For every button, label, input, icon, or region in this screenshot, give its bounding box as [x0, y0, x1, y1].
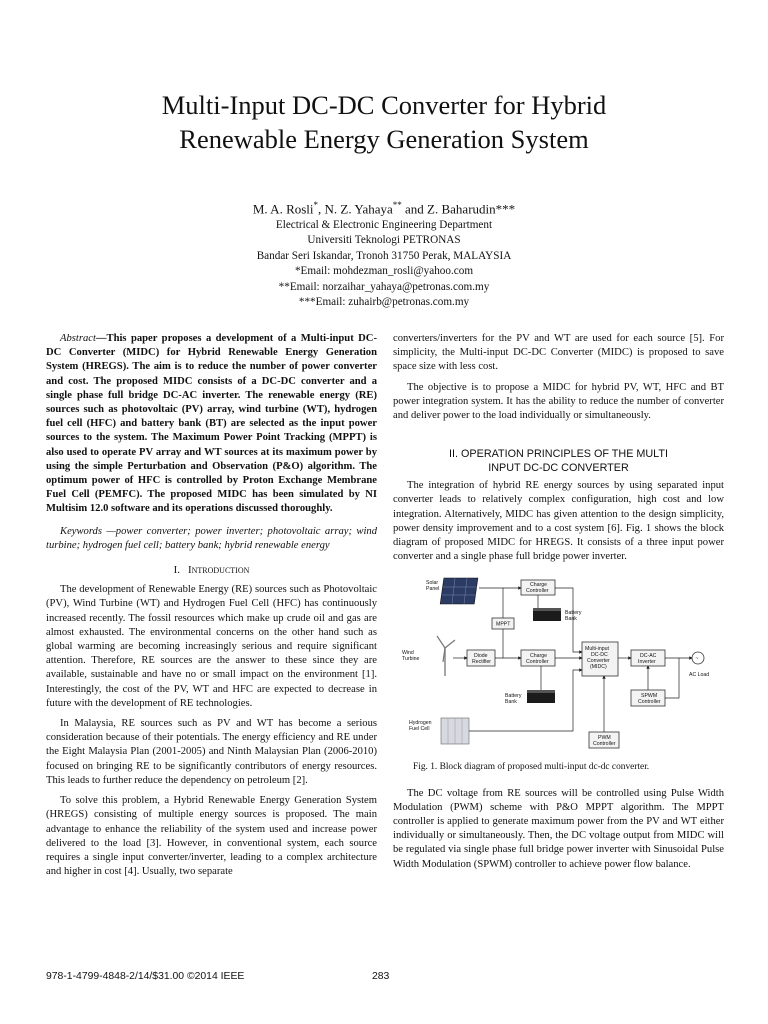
charge-controller-1-label: Controller: [526, 588, 549, 595]
midc-label: (MIDC): [590, 664, 607, 671]
author-line: [0, 200, 768, 217]
section-1-heading: [46, 563, 377, 577]
battery-2-label: Bank: [505, 699, 517, 706]
solar-label: Panel: [426, 586, 440, 593]
wind-label: Turbine: [402, 656, 420, 663]
fuel-cell-icon: [441, 718, 469, 744]
abstract: [46, 332, 377, 517]
battery-icon: [527, 690, 555, 703]
email-line[interactable]: ***Email: zuhairb@petronas.com.my: [298, 296, 470, 309]
pwm-label: Controller: [593, 741, 616, 748]
email-line[interactable]: *Email: mohdezman_rosli@yahoo.com: [294, 265, 474, 278]
footer-isbn: 978-1-4799-4848-2/14/$31.00 ©2014 IEEE: [46, 971, 245, 982]
intro-paragraph-1: The development of Renewable Energy (RE) sources such as Photovoltaic (PV), Wind Turbine (WT) and Hydrogen Fuel Cell (HFC) has continuously increased recently. The fossil resources which make up crude oil and gas are almost exhausted. The environmental concerns on the other hand such as global warming are becoming increasingly serious and require significant attention. Therefore, RE sources are the answer to these since they are available, sustainable and have no or small impact on the environment [1]. Interestingly, the cost of the PV, WT and HFC are expected to decrease in future with the development of RE technologies.: [46, 584, 377, 709]
charge-controller-2-label: Controller: [526, 659, 549, 666]
section-2-paragraph-1: The integration of hybrid RE energy sources by using separated input converter leads to relatively complex configuration, high cost and low integration. Alternatively, MIDC has given attention to the design simplicity, power density improvement and to a cost system [6]. Fig. 1 shows the block diagram of proposed MIDC for HREGS. It consists of a three input power converter and a single phase full bridge power inverter.: [393, 480, 724, 563]
wind-label: Wind: [402, 650, 414, 657]
diode-label: Rectifier: [472, 659, 492, 666]
keywords: Keywords —power converter; power inverter; photovoltaic array; wind turbine; hydrogen fuel cell; battery bank; hybrid renewable energy: [46, 525, 377, 551]
figure-1-block-diagram: [393, 570, 724, 760]
pwm-label: PWM: [598, 735, 611, 742]
left-column: [46, 332, 377, 885]
battery-1-label: Bank: [565, 616, 577, 623]
wind-turbine-icon: [437, 636, 455, 676]
title-line-1: Multi-Input DC-DC Converter for Hybrid: [161, 90, 607, 120]
title-line-2: Renewable Energy Generation System: [179, 124, 589, 154]
inverter-label: DC-AC: [640, 653, 657, 660]
battery-icon: [533, 608, 561, 621]
section-1-number: I.: [173, 564, 180, 577]
section-2-title-line-1: II. OPERATION PRINCIPLES OF THE MULTI: [449, 448, 668, 461]
charge-controller-1-label: Charge: [530, 582, 548, 589]
intro-paragraph-3: To solve this problem, a Hybrid Renewable Energy Generation System (HREGS) consisting of multiple energy sources is proposed. The main advantage to enhance the reliability of the system used and increase power delivered to the load [3]. However, in conventional system, each source requires a single input converter/inverter, leading to a complex architecture and higher in cost [4]. Usually, two separate: [46, 795, 377, 878]
author-2-mark: **: [392, 200, 402, 210]
battery-2-label: Battery: [505, 693, 522, 700]
figure-caption: Fig. 1. Block diagram of proposed multi-input dc-dc converter.: [413, 762, 650, 773]
author-3: and Z. Baharudin***: [401, 201, 516, 217]
hydrogen-label: Hydrogen: [409, 720, 432, 727]
affiliation-line: Electrical & Electronic Engineering Department: [275, 219, 493, 231]
section-2-title-line-2: INPUT DC-DC CONVERTER: [488, 462, 629, 475]
abstract-label: Abstract: [60, 333, 96, 344]
midc-label: Converter: [587, 658, 610, 665]
affiliation-line: Universiti Teknologi PETRONAS: [307, 234, 461, 247]
tilde-label: ~: [695, 656, 699, 663]
battery-1-label: Battery: [565, 610, 582, 617]
author-1-mark: *: [313, 200, 319, 210]
solar-panel-icon: [440, 578, 478, 604]
midc-label: DC-DC: [591, 652, 608, 659]
email-line[interactable]: **Email: norzaihar_yahaya@petronas.com.my: [278, 280, 490, 293]
block-diagram-svg: [393, 570, 724, 760]
author-1: M. A. Rosli: [252, 201, 314, 217]
acload-label: AC Load: [689, 672, 710, 679]
affiliation-line: Bandar Seri Iskandar, Tronoh 31750 Perak, MALAYSIA: [256, 249, 512, 262]
right-paragraph-2: The objective is to propose a MIDC for hybrid PV, WT, HFC and BT power integration system. It has the ability to reduce the number of converter and deliver power to the load individually or simultaneously.: [393, 381, 724, 422]
abstract-text: —This paper proposes a development of a Multi-input DC-DC Converter (MIDC) for Hybrid Renewable Energy Generation System (HREGS). The aim is to reduce the number of power converter and cost. The proposed MIDC consists of a DC-DC converter and a single phase full bridge DC-AC inverter. The renewable energy (RE) sources such as photovoltaic (PV) array, wind turbine (WT), hydrogen fuel cell (HFC) and battery bank (BT) are selected as the input power sources to the system. The Maximum Power Point Tracking (MPPT) is also used to operate PV array and WT sources at its maximum power by using the simple Perturbation and Observation (P&O) algorithm. The optimum power of HFC is controlled by Proton Exchange Membrane Fuel Cell (PEMFC). The proposed MIDC has been simulated by NI Multisim 12.0 software and its operations discussed thoroughly.: [46, 333, 377, 515]
section-1-title: Introduction: [188, 564, 250, 577]
footer-page-number: 283: [372, 971, 390, 982]
section-2-heading: [393, 447, 724, 475]
diode-label: Diode: [474, 653, 488, 660]
paper-title: [0, 88, 768, 156]
spwm-label: SPWM: [641, 693, 658, 700]
hydrogen-label: Fuel Cell: [409, 726, 430, 733]
charge-controller-2-label: Charge: [530, 653, 548, 660]
midc-label: Multi-input: [585, 646, 609, 653]
section-2-paragraph-2: The DC voltage from RE sources will be controlled using Pulse Width Modulation (PWM) scheme with P&O MPPT algorithm. The MPPT controller is applied to generate maximum power from the PV and WT either individually or simultaneously. Then, the DC voltage output from MIDC will be regulated via single phase full bridge power inverter with Sinusoidal Pulse Width Modulation (SPWM) controller to achieve power flow balance.: [393, 787, 724, 870]
intro-paragraph-2: In Malaysia, RE sources such as PV and WT has become a serious consideration because of their potentials. The energy efficiency and RE under the Eight Malaysia Plan (2001-2005) and Ninth Malaysian Plan (2006-2010) focused on bringing RE to be significantly contributors of energy resources. This leads to further reduce the dependency on petroleum [2].: [46, 718, 377, 786]
solar-label: Solar: [426, 580, 439, 587]
inverter-label: Inverter: [638, 659, 656, 666]
spwm-label: Controller: [638, 699, 661, 706]
author-2: , N. Z. Yahaya: [318, 201, 393, 217]
right-column: [393, 332, 724, 878]
mppt-label: MPPT: [496, 621, 511, 628]
right-paragraph-1: converters/inverters for the PV and WT are used for each source [5]. For simplicity, the Multi-input DC-DC Converter (MIDC) is proposed to save space size with less cost.: [393, 333, 724, 373]
affiliation-block: [0, 218, 768, 310]
